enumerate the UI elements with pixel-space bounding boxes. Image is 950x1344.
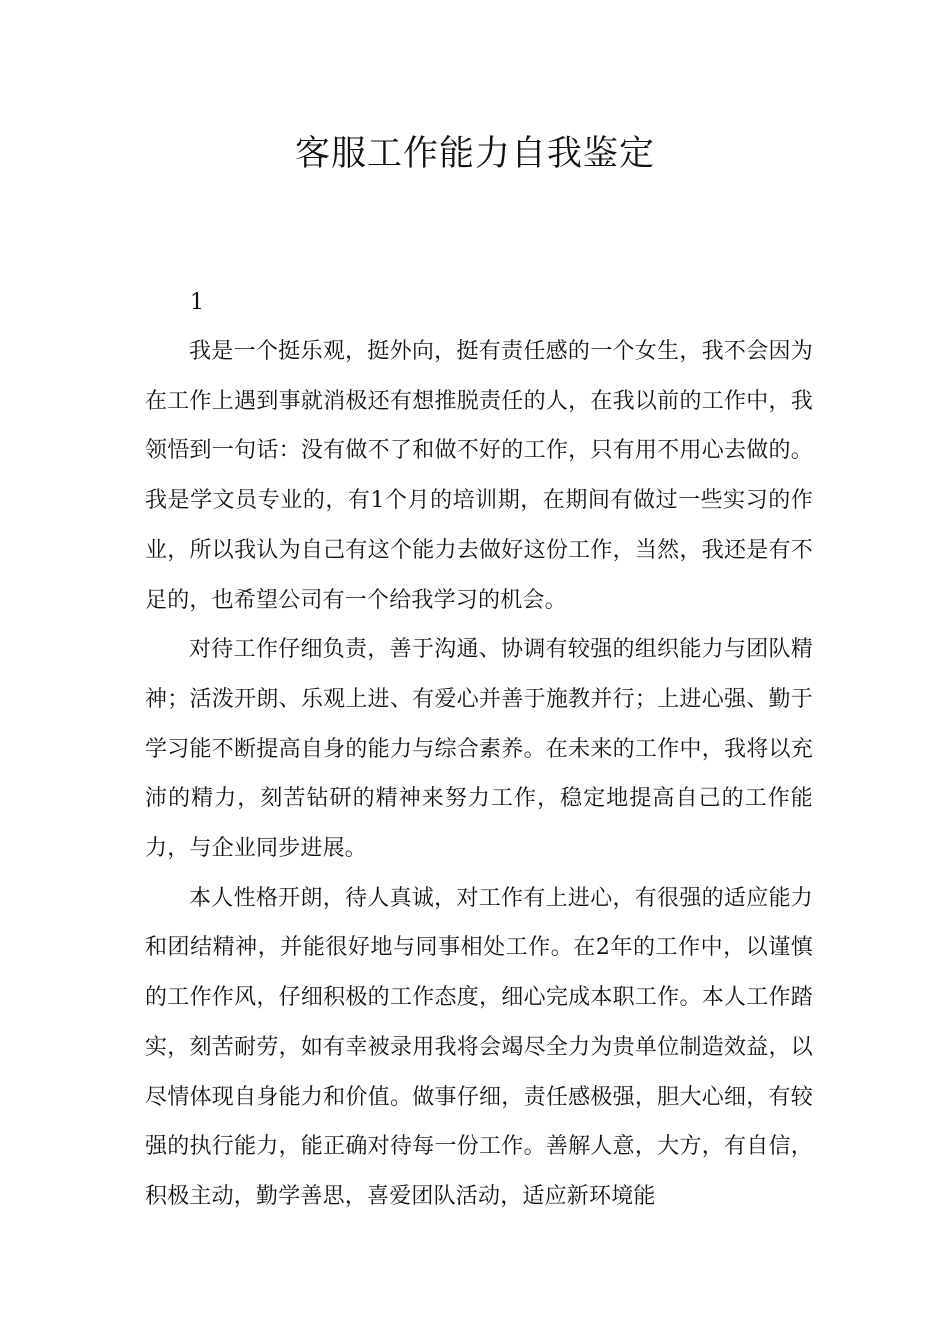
paragraph: 对待工作仔细负责，善于沟通、协调有较强的组织能力与团队精神；活泼开朗、乐观上进、有爱心并善于施教并行；上进心强、勤于学习能不断提高自身的能力与综合素养。在未来的工作中，我将以充沛的精力，刻苦钻研的精神来努力工作，稳定地提高自己的工作能力，与企业同步进展。 — [145, 637, 813, 862]
document-body — [145, 327, 813, 1222]
document-title: 客服工作能力自我鉴定 — [294, 134, 655, 174]
section-number: 1 — [190, 290, 204, 315]
paragraph: 本人性格开朗，待人真诚，对工作有上进心，有很强的适应能力和团结精神，并能很好地与同事相处工作。在2年的工作中，以谨慎的工作作风，仔细积极的工作态度，细心完成本职工作。本人工作踏实，刻苦耐劳，如有幸被录用我将会竭尽全力为贵单位制造效益，以尽情体现自身能力和价值。做事仔细，责任感极强，胆大心细，有较强的执行能力，能正确对待每一份工作。善解人意，大方，有自信，积极主动，勤学善思，喜爱团队活动，适应新环境能 — [145, 885, 813, 1209]
paragraph: 我是一个挺乐观，挺外向，挺有责任感的一个女生，我不会因为在工作上遇到事就消极还有想推脱责任的人，在我以前的工作中，我领悟到一句话：没有做不了和做不好的工作，只有用不用心去做的。我是学文员专业的，有1个月的培训期，在期间有做过一些实习的作业，所以我认为自己有这个能力去做好这份工作，当然，我还是有不足的，也希望公司有一个给我学习的机会。 — [145, 339, 813, 613]
